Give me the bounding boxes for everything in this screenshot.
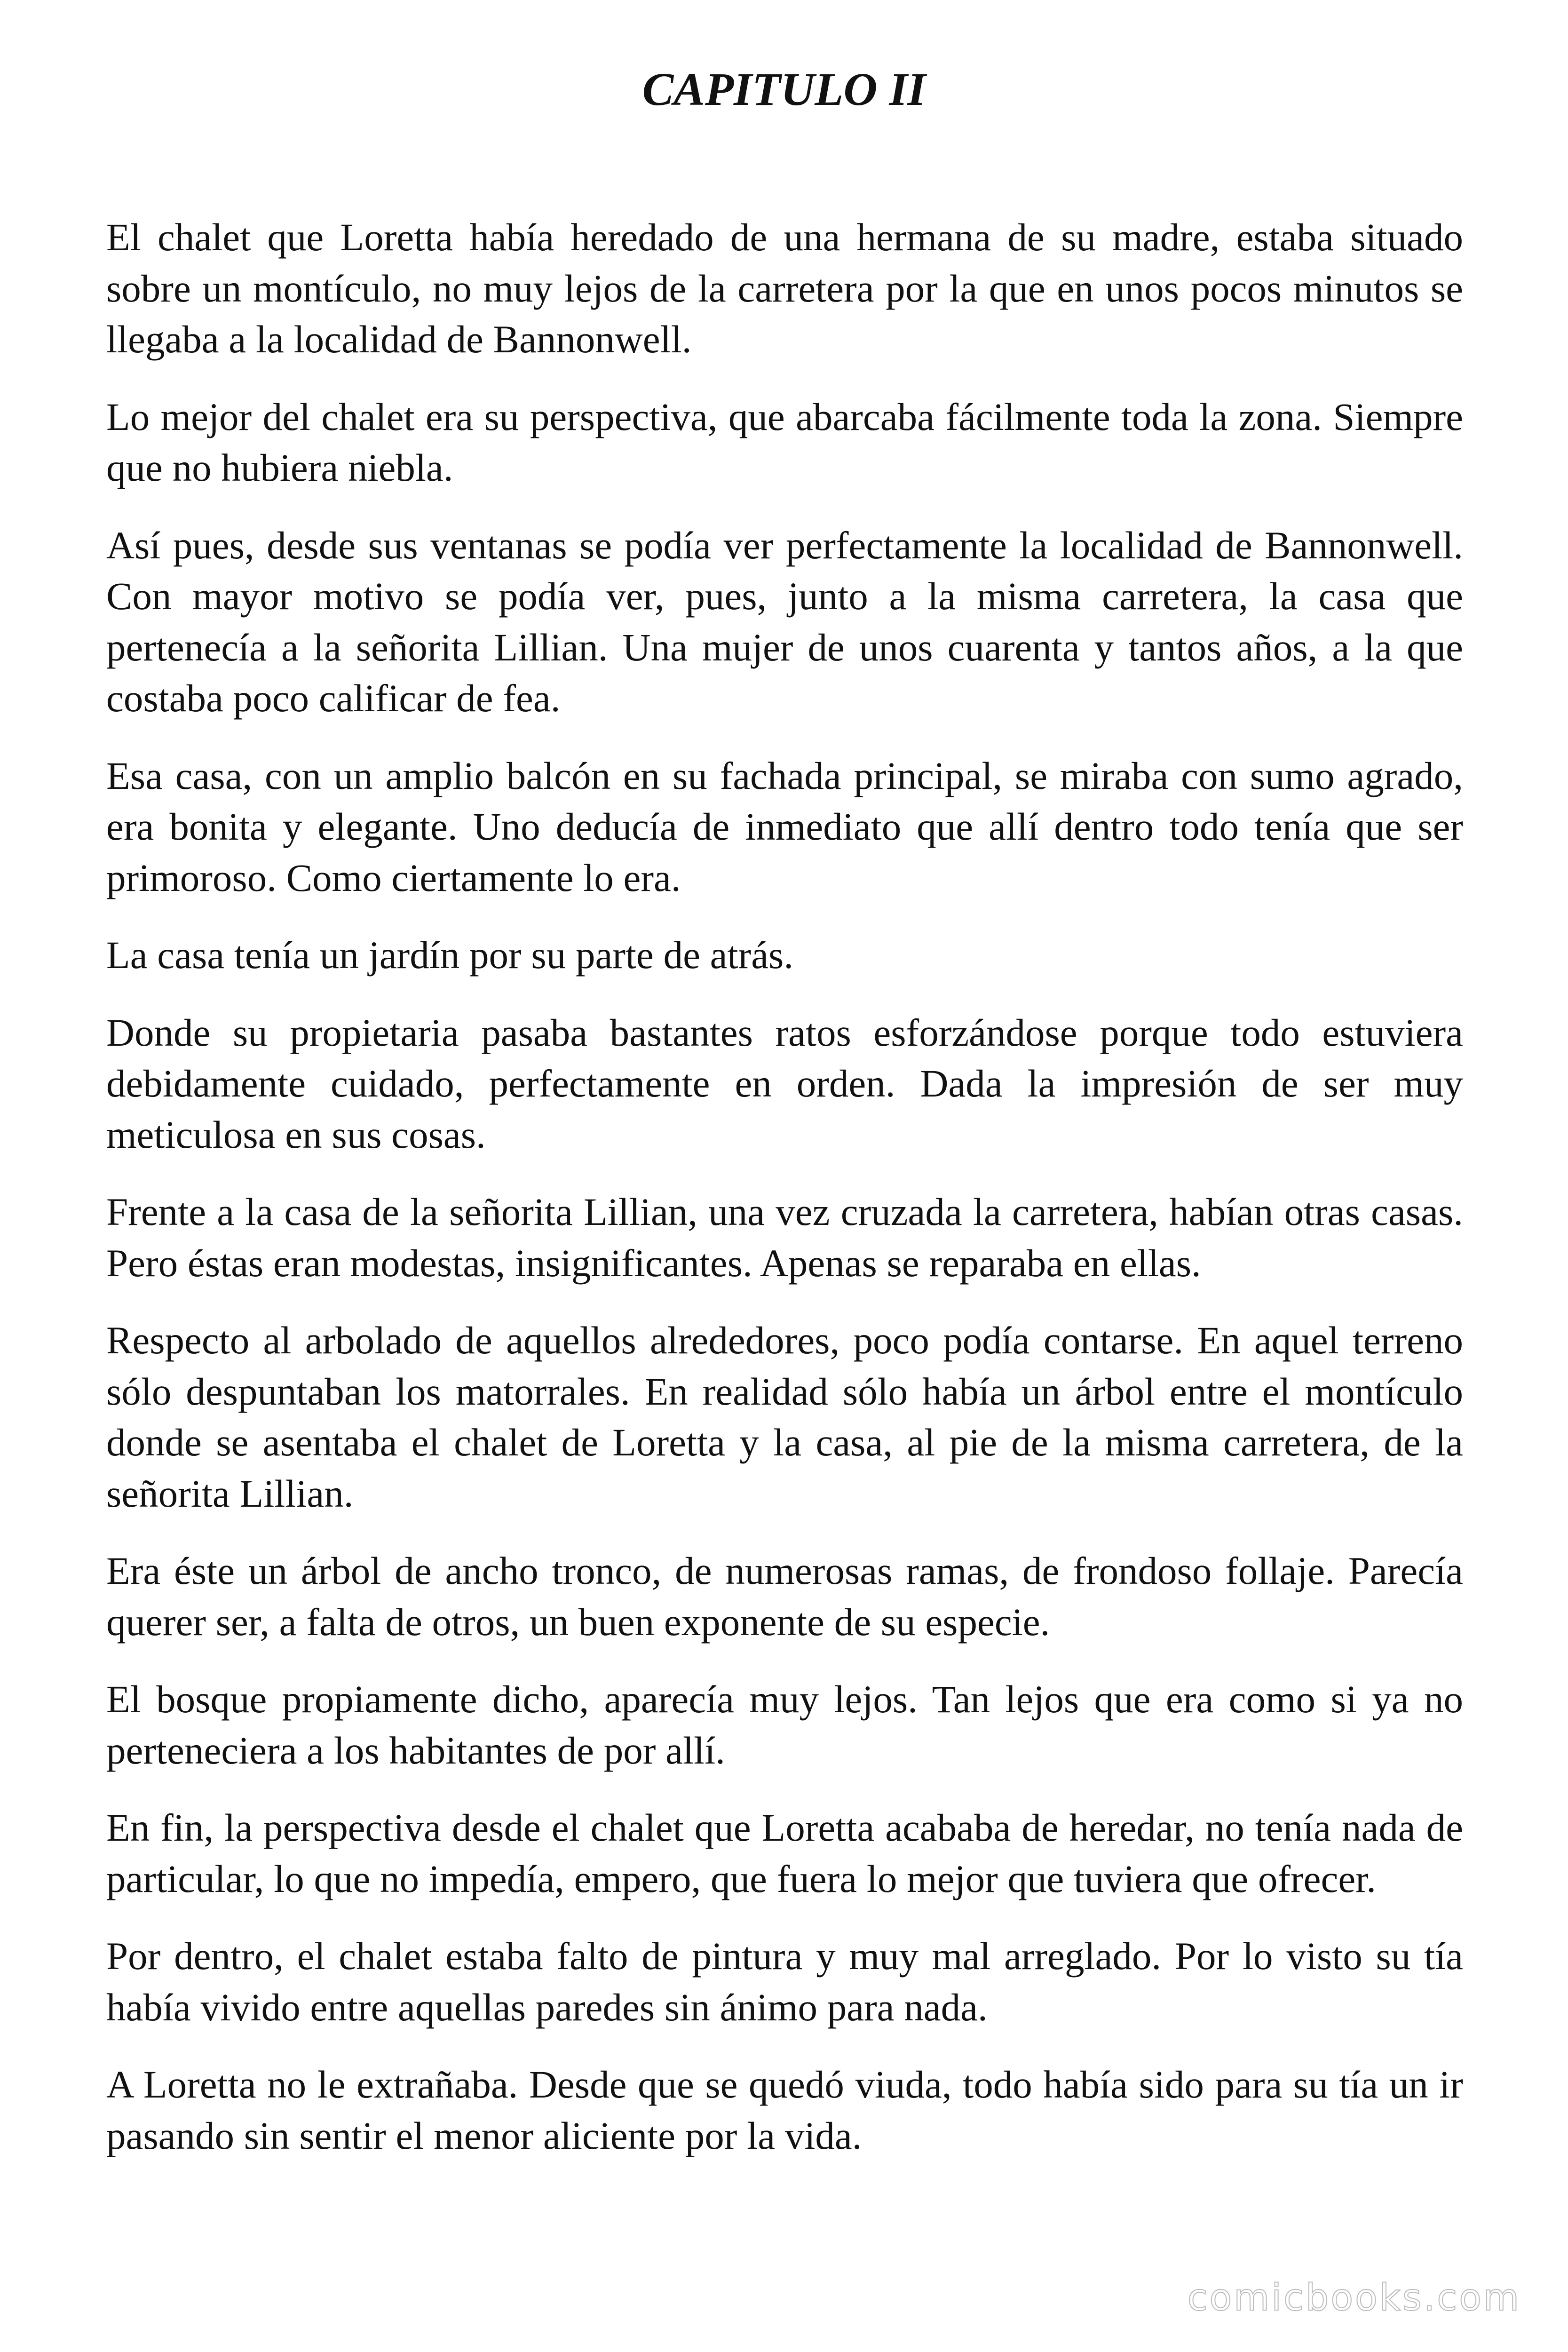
paragraph-10: El bosque propiamente dicho, aparecía muy lejos. Tan lejos que era como si ya no perteneciera a los habitantes de por allí. (106, 1677, 1463, 1772)
paragraph-9: Era éste un árbol de ancho tronco, de numerosas ramas, de frondoso follaje. Parecía querer ser, a falta de otros, un buen exponente de su especie. (106, 1549, 1463, 1644)
chapter-title: CAPITULO II (642, 63, 926, 115)
paragraph-12: Por dentro, el chalet estaba falto de pintura y muy mal arreglado. Por lo visto su tía había vivido entre aquellas paredes sin ánimo para nada. (106, 1934, 1463, 2029)
paragraph-4: Esa casa, con un amplio balcón en su fachada principal, se miraba con sumo agrado, era bonita y elegante. Uno deducía de inmediato que allí dentro todo tenía que ser primoroso. Como ciertamente lo era. (106, 754, 1463, 899)
chapter-body (106, 212, 1463, 2187)
watermark: comicbooks.com (1187, 2277, 1521, 2319)
paragraph-3: Así pues, desde sus ventanas se podía ver perfectamente la localidad de Bannonwell. Con mayor motivo se podía ver, pues, junto a la misma carretera, la casa que pertenecía a la señorita Lillian. Una mujer de unos cuarenta y tantos años, a la que costaba poco calificar de fea. (106, 523, 1463, 720)
paragraph-1: El chalet que Loretta había heredado de una hermana de su madre, estaba situado sobre un montículo, no muy lejos de la carretera por la que en unos pocos minutos se llegaba a la localidad de Bannonwell. (106, 215, 1463, 361)
paragraph-5: La casa tenía un jardín por su parte de atrás. (106, 933, 794, 977)
paragraph-13: A Loretta no le extrañaba. Desde que se quedó viuda, todo había sido para su tía un ir pasando sin sentir el menor aliciente por la vida. (106, 2063, 1463, 2157)
paragraph-2: Lo mejor del chalet era su perspectiva, que abarcaba fácilmente toda la zona. Siempre que no hubiera niebla. (106, 395, 1463, 489)
paragraph-8: Respecto al arbolado de aquellos alrededores, poco podía contarse. En aquel terreno sólo despuntaban los matorrales. En realidad sólo había un árbol entre el montículo donde se asentaba el chalet de Loretta y la casa, al pie de la misma carretera, de la señorita Lillian. (106, 1319, 1463, 1515)
paragraph-7: Frente a la casa de la señorita Lillian, una vez cruzada la carretera, habían otras casas. Pero éstas eran modestas, insignificantes. Apenas se reparaba en ellas. (106, 1190, 1463, 1285)
paragraph-6: Donde su propietaria pasaba bastantes ratos esforzándose porque todo estuviera debidamente cuidado, perfectamente en orden. Dada la impresión de ser muy meticulosa en sus cosas. (106, 1010, 1463, 1156)
paragraph-11: En fin, la perspectiva desde el chalet que Loretta acababa de heredar, no tenía nada de particular, lo que no impedía, empero, que fuera lo mejor que tuviera que ofrecer. (106, 1806, 1463, 1900)
